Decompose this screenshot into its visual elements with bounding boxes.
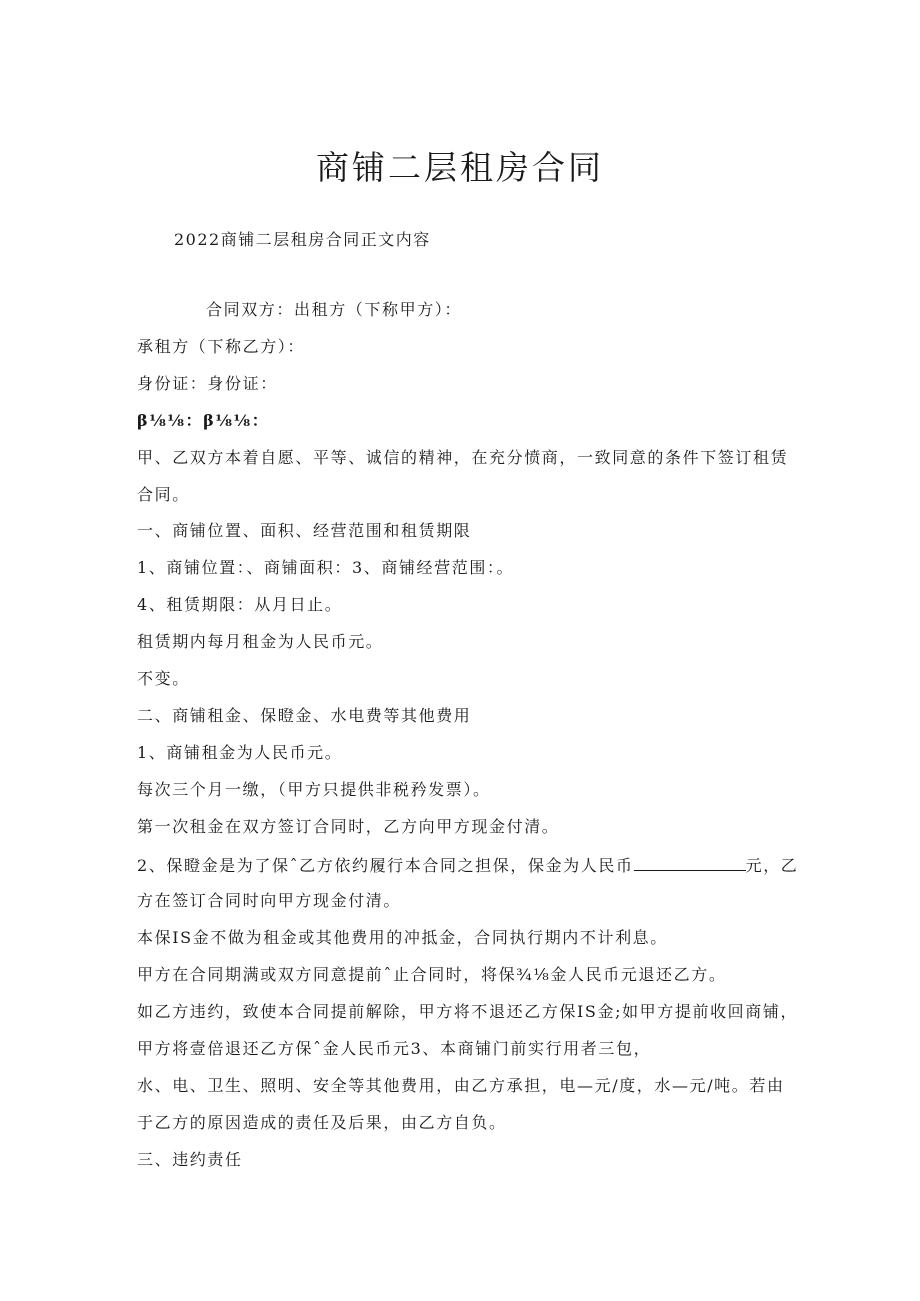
section-3-heading: 三、违约责任 bbox=[137, 1150, 243, 1169]
section-2-heading: 二、商铺租金、保瞪金、水电费等其他费用 bbox=[137, 706, 472, 725]
clause-2-2-line-1 bbox=[137, 852, 799, 878]
preamble-line-1: 甲、乙双方本着自愿、平等、诚信的精神，在充分愤商，一致同意的条件下签订租赁 bbox=[137, 448, 789, 467]
utilities-line-2: 于乙方的原因造成的责任及后果，由乙方自负。 bbox=[137, 1113, 507, 1132]
clause-2-2-line-2: 方在签订合同时向甲方现金付清。 bbox=[137, 891, 402, 910]
breach-line-2: 甲方将壹倍退还乙方保ˆ金人民币元3、本商铺门前实行用者三包， bbox=[137, 1039, 652, 1058]
breach-line-1: 如乙方违约，致使本合同提前解除，甲方将不退还乙方保IS金;如甲方提前收回商铺， bbox=[137, 1002, 799, 1021]
parties-line: 合同双方：出租方（下称甲方）： bbox=[206, 300, 463, 319]
unchanged-line: 不变。 bbox=[137, 669, 190, 688]
document-title: 商铺二层租房合同 bbox=[316, 148, 604, 187]
deposit-text: 2、保瞪金是为了保ˆ乙方依约履行本合同之担保，保金为人民币 bbox=[137, 856, 634, 875]
lessee-line: 承租方（下称乙方）： bbox=[137, 337, 306, 356]
document-subtitle: 2022商铺二层租房合同正文内容 bbox=[174, 230, 431, 249]
deposit-text-end: 元，乙 bbox=[745, 856, 799, 875]
preamble-line-2: 合同。 bbox=[137, 485, 190, 504]
monthly-rent-line: 租赁期内每月租金为人民币元。 bbox=[137, 632, 384, 651]
first-payment-line: 第一次租金在双方签订合同时，乙方向甲方现金付清。 bbox=[137, 817, 560, 836]
id-card-line: 身份证：身份证： bbox=[137, 374, 278, 393]
deposit-amount-blank bbox=[634, 852, 746, 871]
section-1-heading: 一、商铺位置、面积、经营范围和租赁期限 bbox=[137, 521, 472, 540]
utilities-line-1: 水、电、卫生、照明、安全等其他费用，由乙方承担，电—元/度，水—元/吨。若由 bbox=[137, 1076, 785, 1095]
clause-1-1: 1、商铺位置：、商铺面积：3、商铺经营范围：。 bbox=[137, 558, 515, 577]
clause-2-1: 1、商铺租金为人民币元。 bbox=[137, 743, 343, 762]
clause-1-4: 4、租赁期限：从月日止。 bbox=[137, 595, 343, 614]
garbled-line: β⅛⅛：β⅛⅛： bbox=[137, 411, 270, 430]
deposit-refund-line: 甲方在合同期满或双方同意提前ˆ止合同时，将保¾⅛金人民币元退还乙方。 bbox=[137, 965, 727, 984]
payment-schedule-line: 每次三个月一缴，（甲方只提供非税矜发票）。 bbox=[137, 780, 491, 799]
deposit-no-offset-line: 本保IS金不做为租金或其他费用的冲抵金，合同执行期内不计利息。 bbox=[137, 928, 668, 947]
